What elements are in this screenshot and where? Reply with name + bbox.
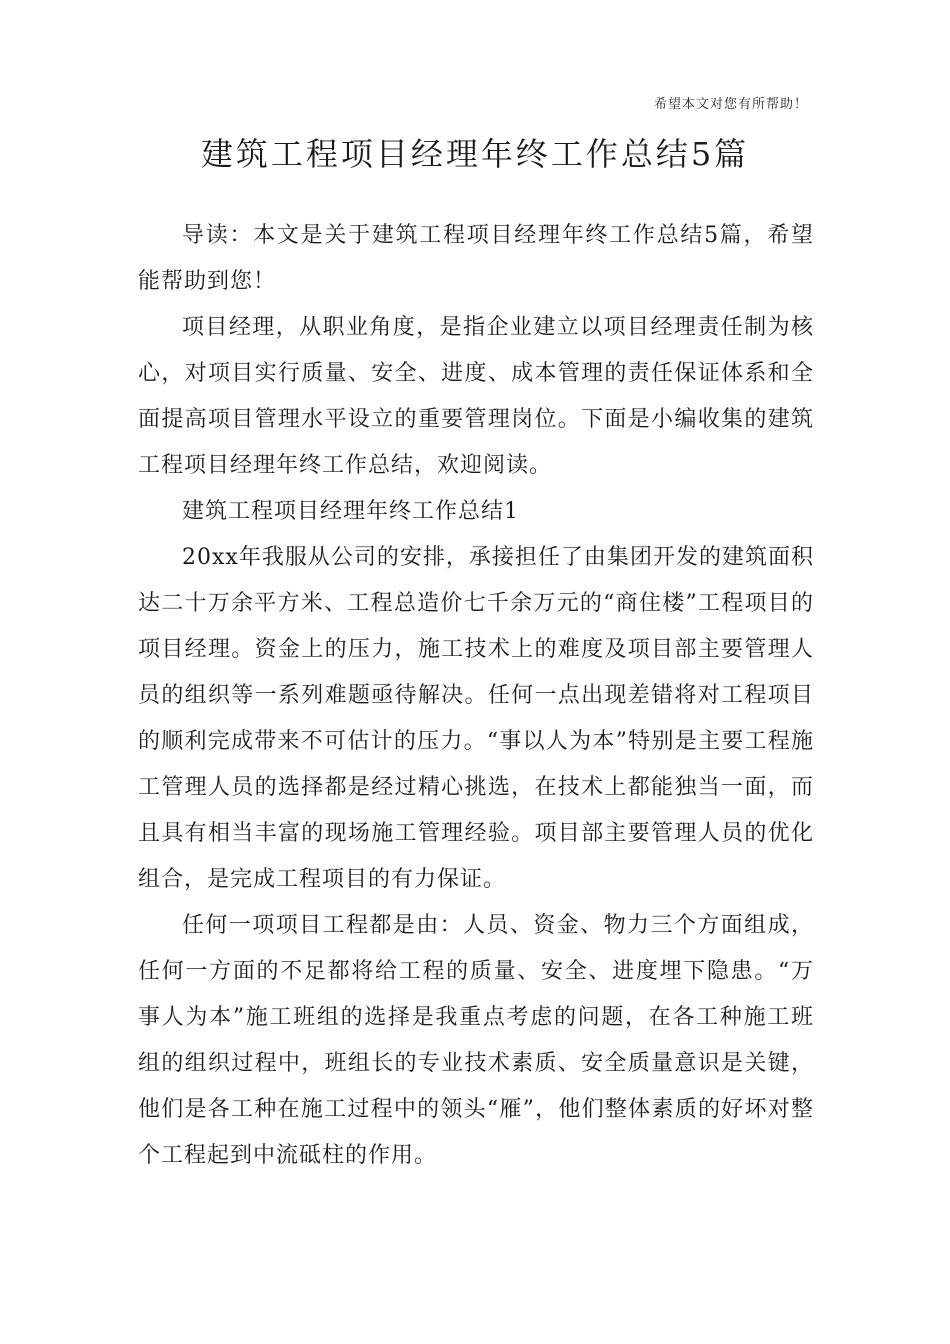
body-paragraph: 任何一项项目工程都是由：人员、资金、物力三个方面组成，任何一方面的不足都将给工程的质量、安全、进度埋下隐患。“万事人为本”施工班组的选择是我重点考虑的问题，在各工种施工班组的组织过程中，班组长的专业技术素质、安全质量意识是关键，他们是各工种在施工过程中的领头“雁”，他们整体素质的好坏对整个工程起到中流砥柱的作用。 — [138, 913, 814, 1168]
section-heading: 建筑工程项目经理年终工作总结1 — [182, 499, 519, 524]
definition-paragraph: 项目经理，从职业角度，是指企业建立以项目经理责任制为核心，对项目实行质量、安全、进度、成本管理的责任保证体系和全面提高项目管理水平设立的重要管理岗位。下面是小编收集的建筑工程项目经理年终工作总结，欢迎阅读。 — [138, 315, 814, 478]
document-title: 建筑工程项目经理年终工作总结5篇 — [200, 135, 750, 173]
body-paragraph: 20xx年我服从公司的安排，承接担任了由集团开发的建筑面积达二十万余平方米、工程总造价七千余万元的“商住楼”工程项目的项目经理。资金上的压力，施工技术上的难度及项目部主要管理人员的组织等一系列难题亟待解决。任何一点出现差错将对工程项目的顺利完成带来不可估计的压力。“事以人为本”特别是主要工程施工管理人员的选择都是经过精心挑选，在技术上都能独当一面，而且具有相当丰富的现场施工管理经验。项目部主要管理人员的优化组合，是完成工程项目的有力保证。 — [138, 545, 814, 892]
document-body — [138, 213, 814, 1179]
intro-paragraph: 导读：本文是关于建筑工程项目经理年终工作总结5篇，希望能帮助到您！ — [138, 223, 814, 294]
header-note: 希望本文对您有所帮助！ — [653, 97, 808, 112]
